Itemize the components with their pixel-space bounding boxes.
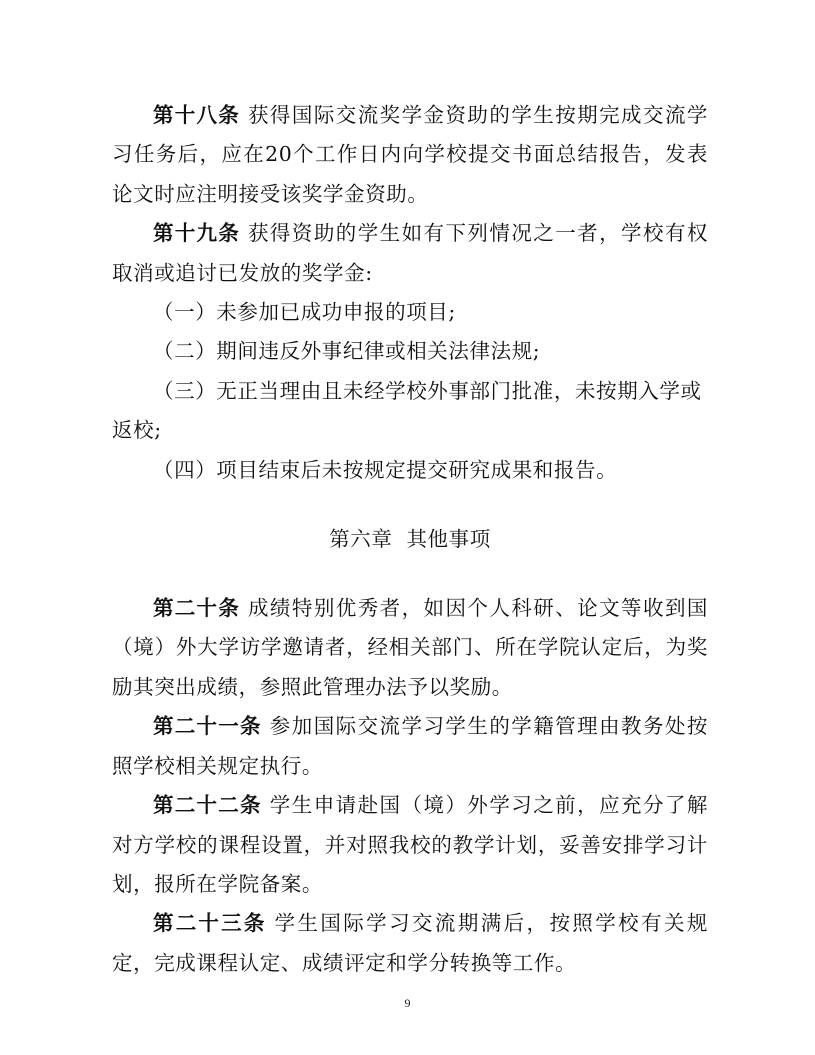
document-page — [112, 96, 708, 983]
article-text: 参加国际交流学习学生的学籍管理由教务处按照学校相关规定执行。 — [112, 714, 709, 778]
article-23 — [112, 904, 708, 983]
article-18 — [112, 96, 708, 214]
article-heading: 第二十三条 — [153, 911, 267, 936]
article-20 — [112, 589, 708, 707]
article-21 — [112, 707, 708, 786]
article-heading: 第二十二条 — [153, 793, 262, 818]
article-22 — [112, 786, 708, 904]
list-item: （二）期间违反外事纪律或相关法律法规; — [153, 339, 541, 364]
article-text: 学生国际学习交流期满后，按照学校有关规定，完成课程认定、成绩评定和学分转换等工作。 — [112, 911, 708, 975]
article-text: 获得资助的学生如有下列情况之一者，学校有权取消或追讨已发放的奖学金: — [112, 221, 708, 285]
chapter-heading — [112, 520, 708, 559]
article-text: 成绩特别优秀者，如因个人科研、论文等收到国（境）外大学访学邀请者，经相关部门、所在学院认定后，为奖励其突出成绩，参照此管理办法予以奖励。 — [112, 596, 708, 699]
article-heading: 第十八条 — [153, 103, 240, 127]
chapter-number: 第六章 — [329, 527, 393, 552]
article-text: 学生申请赴国（境）外学习之前，应充分了解对方学校的课程设置，并对照我校的教学计划，妥善安排学习计划，报所在学院备案。 — [112, 793, 709, 896]
list-item: （一）未参加已成功申报的项目; — [153, 300, 456, 325]
article-heading: 第二十条 — [153, 596, 240, 621]
article-heading: 第十九条 — [153, 221, 240, 246]
article-text: 获得国际交流奖学金资助的学生按期完成交流学习任务后，应在20个工作日内向学校提交书面总结报告，发表论文时应注明接受该奖学金资助。 — [112, 103, 708, 206]
chapter-title: 其他事项 — [406, 527, 491, 552]
list-item: （四）项目结束后未按规定提交研究成果和报告。 — [153, 457, 618, 482]
article-heading: 第二十一条 — [153, 714, 262, 739]
page-number: 9 — [404, 996, 411, 1010]
article-19 — [112, 214, 708, 293]
list-item: （三）无正当理由且未经学校外事部门批准，未按期入学或返校; — [112, 378, 702, 443]
